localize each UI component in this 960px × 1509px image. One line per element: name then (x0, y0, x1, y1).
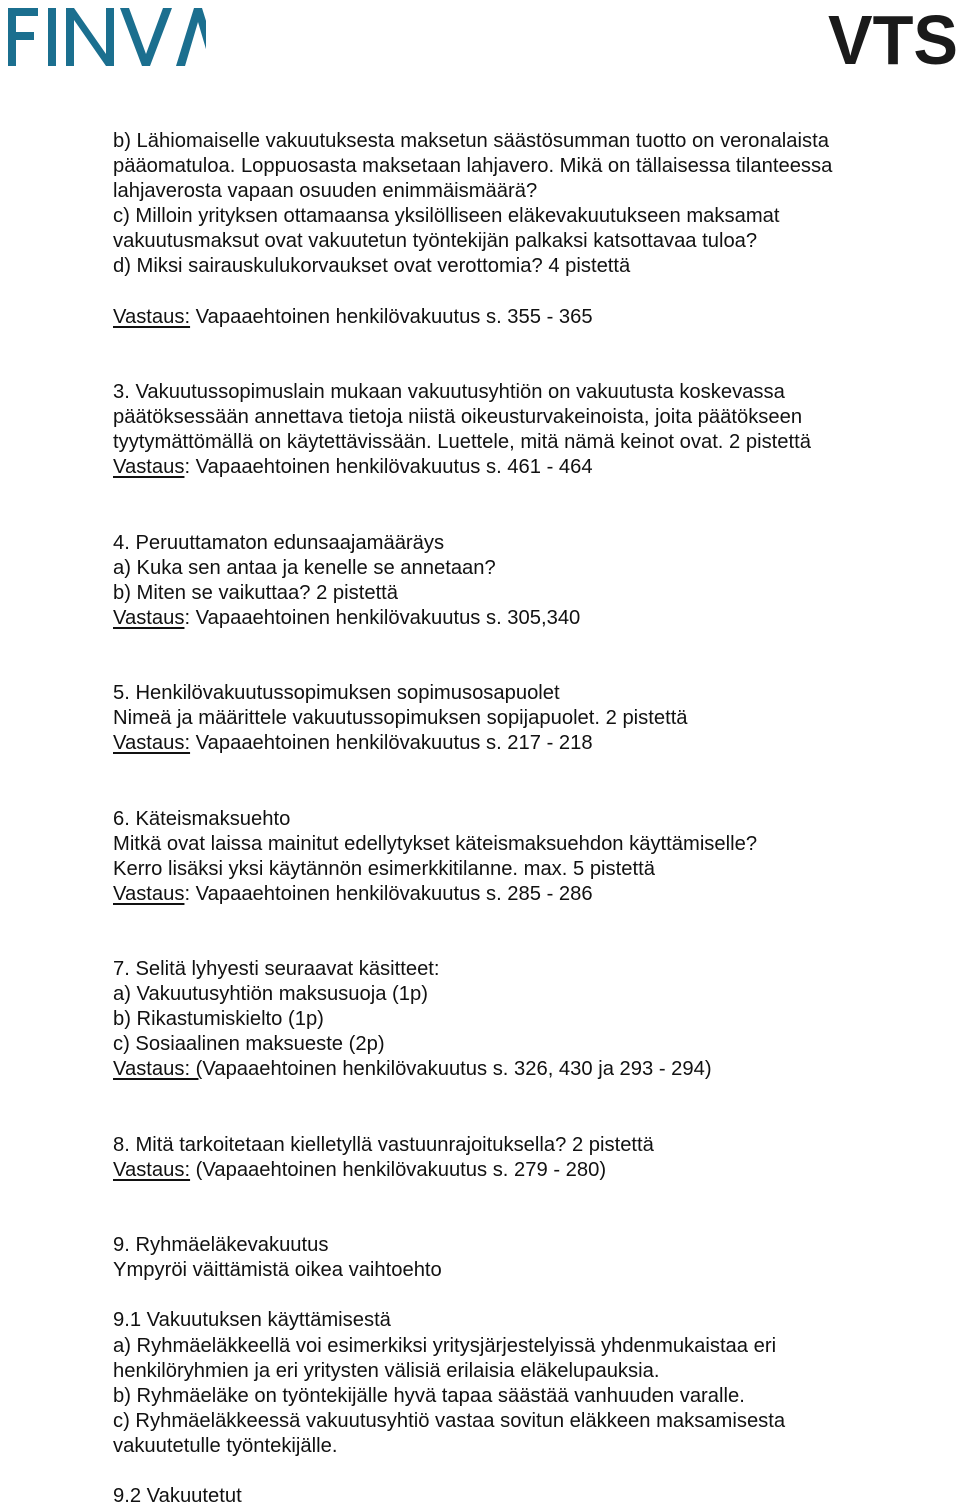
vts-logo (828, 6, 960, 68)
q7-line-2: a) Vakuutusyhtiön maksusuoja (1p) (113, 983, 428, 1006)
q9-1-title: 9.1 Vakuutuksen käyttämisestä (113, 1309, 391, 1332)
q9-line-2: Ympyröi väittämistä oikea vaihtoehto (113, 1259, 442, 1282)
q5-line-1: 5. Henkilövakuutussopimuksen sopimusosapuolet (113, 682, 560, 705)
answer-label: Vastaus: (113, 732, 191, 755)
q6-line-3: Kerro lisäksi yksi käytännön esimerkkitilanne. max. 5 pistettä (113, 857, 655, 880)
q2-answer (113, 305, 933, 330)
answer-text: Vapaaehtoinen henkilövakuutus s. 326, 430 ja 293 - 294) (202, 1058, 712, 1081)
q7-line-4: c) Sosiaalinen maksueste (2p) (113, 1033, 385, 1056)
q2c-line-1: c) Milloin yrityksen ottamaansa yksilölliseen eläkevakuutukseen maksamat (113, 205, 780, 228)
q7-answer (113, 1057, 933, 1082)
answer-label: Vastaus (113, 882, 185, 905)
q9-1-line-4: c) Ryhmäeläkkeessä vakuutusyhtiö vastaa sovitun eläkkeen maksamisesta (113, 1409, 786, 1432)
q9-1-line-2: henkilöryhmien ja eri yritysten välisiä erilaisia eläkelupauksia. (113, 1359, 660, 1382)
q5-answer (113, 731, 933, 756)
answer-text: : Vapaaehtoinen henkilövakuutus s. 461 - 464 (184, 456, 593, 479)
q3-line-1: 3. Vakuutussopimuslain mukaan vakuutusyhtiön on vakuutusta koskevassa (113, 380, 785, 403)
svg-text:VTS: VTS (828, 6, 958, 68)
answer-text: Vapaaehtoinen henkilövakuutus s. 355 - 365 (190, 305, 593, 328)
answer-label: Vastaus (113, 456, 185, 479)
q8-answer (113, 1158, 933, 1183)
q3-answer (113, 455, 933, 480)
q9-2-title: 9.2 Vakuutetut (113, 1485, 242, 1508)
answer-label: Vastaus: (113, 305, 191, 328)
q4-line-2: a) Kuka sen antaa ja kenelle se annetaan? (113, 556, 496, 579)
q4-line-1: 4. Peruuttamaton edunsaajamääräys (113, 531, 445, 554)
answer-text: : Vapaaehtoinen henkilövakuutus s. 285 - 286 (184, 882, 593, 905)
answer-text: (Vapaaehtoinen henkilövakuutus s. 279 - 280) (190, 1158, 607, 1181)
answer-label: Vastaus: ( (113, 1058, 203, 1081)
q6-answer (113, 882, 933, 907)
q9-1-line-5: vakuutetulle työntekijälle. (113, 1434, 338, 1457)
q7-line-1: 7. Selitä lyhyesti seuraavat käsitteet: (113, 958, 440, 981)
q9-1-line-1: a) Ryhmäeläkkeellä voi esimerkiksi yritysjärjestelyissä yhdenmukaistaa eri (113, 1334, 777, 1357)
answer-text: : Vapaaehtoinen henkilövakuutus s. 305,340 (184, 606, 581, 629)
q4-line-3: b) Miten se vaikuttaa? 2 pistettä (113, 581, 399, 604)
q2b-line-2: pääomatuloa. Loppuosasta maksetaan lahjavero. Mikä on tällaisessa tilanteessa (113, 155, 833, 178)
document-body (113, 129, 933, 1509)
q3-line-2: päätöksessään annettava tietoja niistä oikeusturvakeinoista, joita päätökseen (113, 406, 803, 429)
q2c-line-2: vakuutusmaksut ovat vakuutetun työntekijän palkaksi katsottavaa tuloa? (113, 230, 758, 253)
q8-line: 8. Mitä tarkoitetaan kielletyllä vastuunrajoituksella? 2 pistettä (113, 1133, 654, 1156)
q7-line-3: b) Rikastumiskielto (1p) (113, 1008, 324, 1031)
q2b-line-1: b) Lähiomaiselle vakuutuksesta maksetun säästösumman tuotto on veronalaista (113, 130, 829, 152)
q9-line-1: 9. Ryhmäeläkevakuutus (113, 1234, 329, 1257)
q2b-line-3: lahjaverosta vapaan osuuden enimmäismäärä? (113, 180, 538, 203)
answer-text: Vapaaehtoinen henkilövakuutus s. 217 - 218 (190, 732, 593, 755)
q6-line-2: Mitkä ovat laissa mainitut edellytykset käteismaksuehdon käyttämiselle? (113, 832, 758, 855)
q9-1-line-3: b) Ryhmäeläke on työntekijälle hyvä tapaa säästää vanhuuden varalle. (113, 1384, 745, 1407)
q4-answer (113, 606, 933, 631)
q2d-line: d) Miksi sairauskulukorvaukset ovat verottomia? 4 pistettä (113, 255, 631, 278)
q5-line-2: Nimeä ja määrittele vakuutussopimuksen sopijapuolet. 2 pistettä (113, 707, 688, 730)
q6-line-1: 6. Käteismaksuehto (113, 807, 291, 830)
answer-label: Vastaus (113, 606, 185, 629)
finva-logo (6, 4, 206, 68)
answer-label: Vastaus: (113, 1158, 191, 1181)
q3-line-3: tyytymättömällä on käytettävissään. Luettele, mitä nämä keinot ovat. 2 pistettä (113, 431, 811, 454)
